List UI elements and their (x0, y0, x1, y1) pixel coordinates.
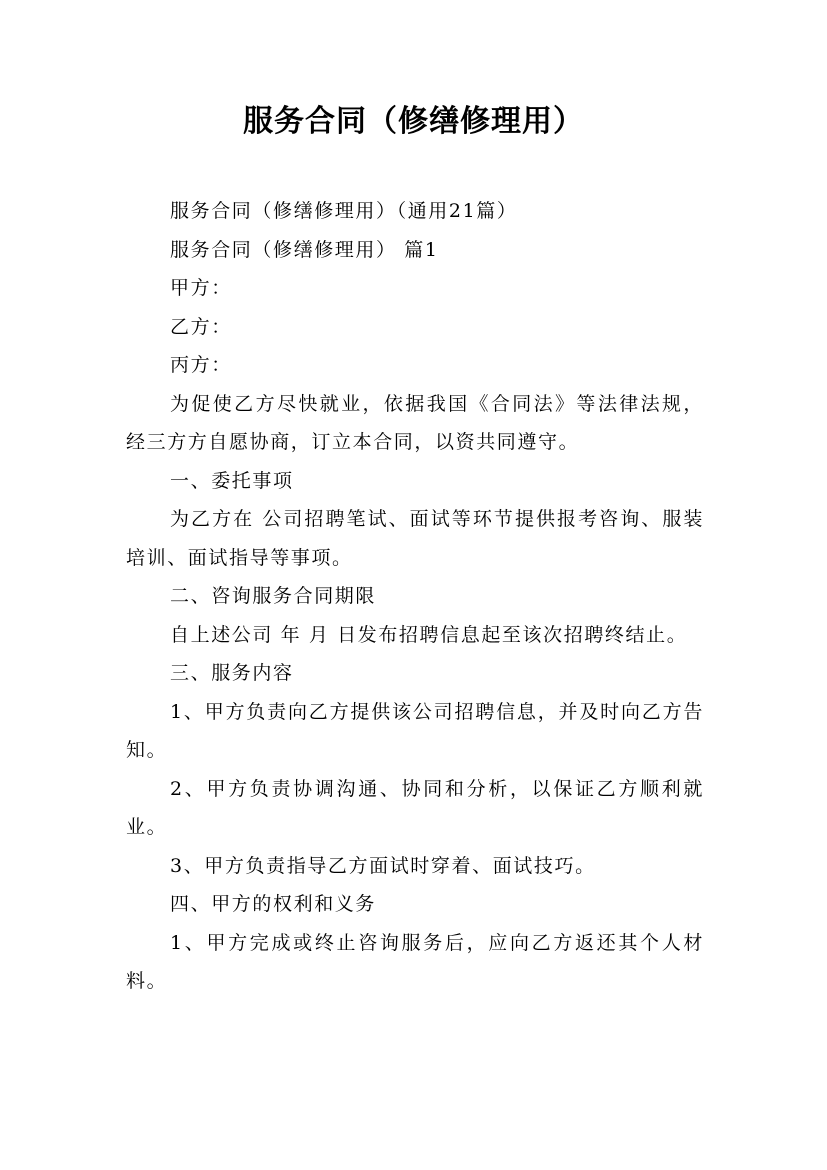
paragraph-party-a-rights-1: 1、甲方完成或终止咨询服务后，应向乙方返还其个人材料。 (126, 931, 704, 992)
paragraph-service-item-3: 3、甲方负责指导乙方面试时穿着、面试技巧。 (170, 854, 596, 877)
heading-entrusted-matters: 一、委托事项 (170, 469, 294, 492)
paragraph-entrusted-matters: 为乙方在 公司招聘笔试、面试等环节提供报考咨询、服装培训、面试指导等事项。 (126, 508, 704, 569)
document-title: 服务合同（修缮修理用） (243, 104, 584, 139)
paragraph-service-item-2: 2、甲方负责协调沟通、协同和分析，以保证乙方顺利就业。 (126, 777, 704, 838)
heading-party-a-rights: 四、甲方的权利和义务 (170, 893, 377, 915)
paragraph-contract-term: 自上述公司 年 月 日发布招聘信息起至该次招聘终结止。 (170, 623, 688, 646)
heading-contract-term: 二、咨询服务合同期限 (170, 585, 377, 607)
paragraph-section-heading: 服务合同（修缮修理用） 篇1 (170, 238, 439, 261)
paragraph-preamble: 为促使乙方尽快就业，依据我国《合同法》等法律法规，经三方方自愿协商，订立本合同，以资共同遵守。 (126, 392, 704, 453)
party-b-label: 乙方： (170, 315, 232, 338)
heading-service-content: 三、服务内容 (170, 662, 294, 684)
party-c-label: 丙方： (170, 354, 232, 376)
paragraph-service-item-1: 1、甲方负责向乙方提供该公司招聘信息，并及时向乙方告知。 (126, 700, 704, 761)
paragraph-subtitle: 服务合同（修缮修理用）（通用21篇） (170, 200, 518, 222)
party-a-label: 甲方： (170, 277, 232, 299)
document-body (126, 192, 704, 1001)
